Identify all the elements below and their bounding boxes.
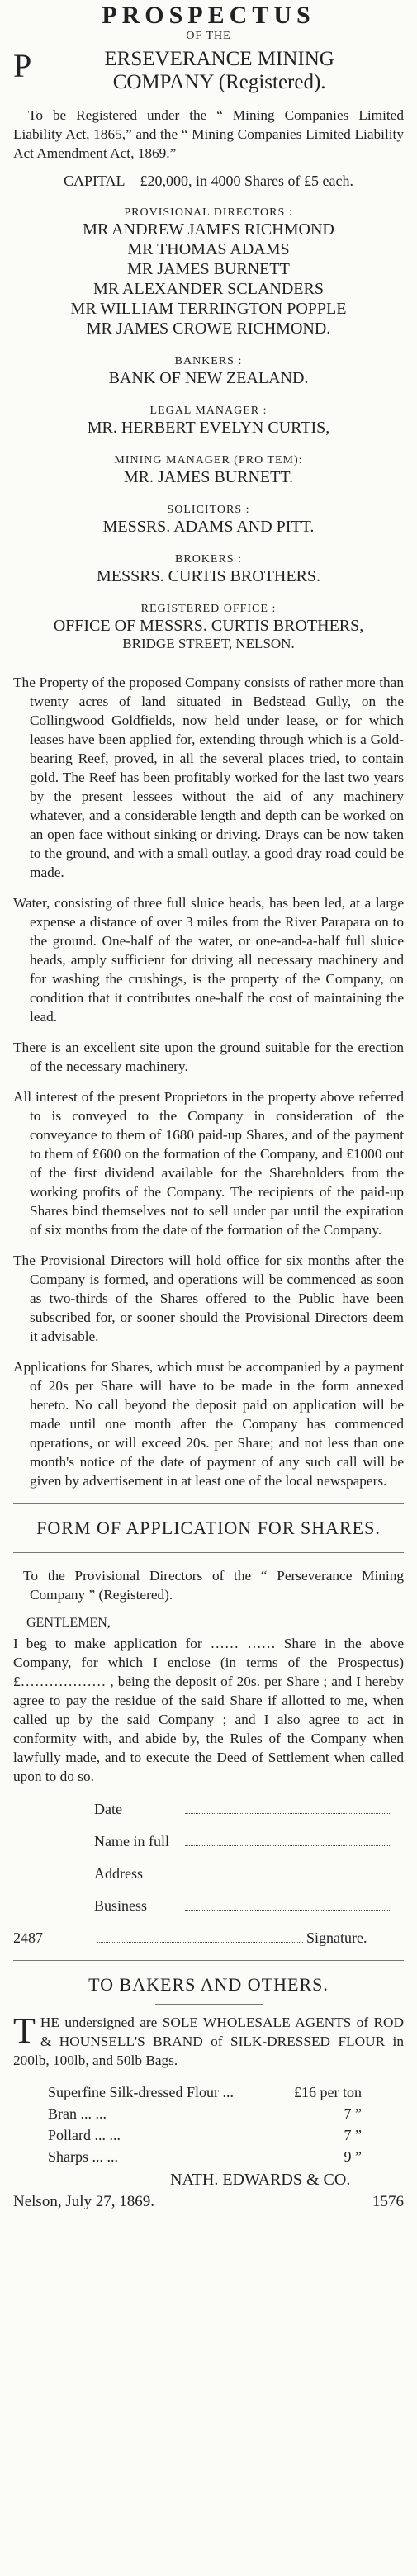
name-field[interactable] [185, 1845, 391, 1846]
price-item: Sharps ... ... [48, 2148, 118, 2165]
office-name: OFFICE OF MESSRS. CURTIS BROTHERS, [53, 617, 364, 635]
director-name: MR ALEXANDER SCLANDERS [93, 280, 324, 298]
director-name: MR ANDREW JAMES RICHMOND [83, 220, 334, 239]
paragraph-interest: All interest of the present Proprietors in the property above referred to is conveyed to the Company in consideration of the conveyance to them of 1680 paid-up Shares, and of the payment to them of £600 on the formation of the Company, and £1000 out of the first dividend available for the Shareholders from the working profits of the Company. The recipients of the paid-up Shares bind themselves not to sell under par until the expiration of six months from the date of the formation of the Company. [13, 1089, 404, 1238]
form-field-business [13, 1897, 404, 1915]
field-label: Address [94, 1865, 143, 1882]
legal-manager-heading: LEGAL MANAGER : [149, 405, 268, 417]
divider [13, 1960, 404, 1961]
price-row [48, 2124, 404, 2146]
paragraph-water: Water, consisting of three full sluice heads, has been led, at a large expense a distance of over 3 miles from the River Parapara on to the ground. One-half of the water, or one-and-a-half full sluice heads, amply sufficient for driving all necessary machinery and for washing the crushings, is the property of the Company, on condition that it contributes one-half the cost of maintaining the lead. [13, 895, 404, 1025]
advert-ref-number: 1576 [372, 2193, 404, 2210]
mining-manager-heading: MINING MANAGER (PRO TEM): [114, 454, 303, 466]
solicitors-heading: SOLICITORS : [167, 504, 250, 516]
office-street: BRIDGE STREET, NELSON. [122, 636, 295, 651]
company-name-line2: COMPANY (Registered). [112, 71, 326, 93]
price-value: 7 ” [344, 2105, 362, 2122]
bakers-footer [13, 2193, 404, 2211]
price-item: Bran ... ... [48, 2105, 107, 2122]
solicitors-name: MESSRS. ADAMS AND PITT. [102, 518, 315, 536]
price-value: 7 ” [344, 2127, 362, 2143]
mining-manager-name: MR. JAMES BURNETT. [123, 468, 294, 486]
director-name: MR JAMES CROWE RICHMOND. [86, 320, 331, 338]
application-body: I beg to make application for …… …… Share in the above Company, for which I enclose (in terms of the Prospectus) £……………… , being the deposit of 20s. per Share ; and I hereby agree to pay the residue of the said Share if allotted to me, when called up by the said Company ; and I also agree to act in conformity with, and abide by, the Rules of the Company when lawfully made, and to execute the Deed of Settlement when called upon to do so. [13, 1636, 404, 1784]
dateline: Nelson, July 27, 1869. [13, 2193, 154, 2210]
price-row [48, 2146, 404, 2167]
price-value: 9 ” [344, 2148, 362, 2165]
brokers-name: MESSRS. CURTIS BROTHERS. [96, 567, 321, 585]
field-label: Name in full [94, 1833, 169, 1849]
bakers-drop-cap: T [13, 2010, 36, 2051]
divider [13, 1552, 404, 1553]
bankers-heading: BANKERS : [174, 355, 243, 367]
price-list [13, 2081, 404, 2167]
bakers-signoff: NATH. EDWARDS & CO. [170, 2171, 351, 2189]
field-label: Date [94, 1801, 122, 1817]
price-item: Pollard ... ... [48, 2127, 121, 2143]
paragraph-applications: Applications for Shares, which must be accompanied by a payment of 20s per Share will have to be made in the form annexed hereto. No call beyond the deposit paid on application will be made until one month after the Company has commenced operations, or will exceed 20s. per Share; and not less than one month's notice of the date of payment of any such call will be given by advertisement in at least one of the local newspapers. [13, 1359, 404, 1489]
directors-heading: PROVISIONAL DIRECTORS : [124, 206, 293, 219]
company-drop-cap: P [13, 47, 32, 84]
prospectus-title: PROSPECTUS [102, 2, 315, 29]
company-name [13, 48, 404, 94]
paragraph-property: The Property of the proposed Company consists of rather more than twenty acres of land situated in Bedstead Gully, on the Collingwood Goldfields, now held under lease, or for which leases have been applied for, extending through which is a Gold-bearing Reef, proved, in all the several places tried, to contain gold. The Reef has been profitably worked for the last two years by the present lessees without the aid of any machinery whatever, and a considerable length and depth can be worked on an open face without sinking or driving. Drays can be now taken to the ground, and with a small outlay, a good dray road could be made. [13, 675, 404, 880]
price-item: Superfine Silk-dressed Flour ... [48, 2084, 234, 2100]
signature-label: Signature. [306, 1930, 367, 1946]
business-field[interactable] [185, 1910, 391, 1911]
application-fields [13, 1801, 404, 1915]
director-name: MR THOMAS ADAMS [127, 240, 290, 258]
company-name-line1: ERSEVERANCE MINING [104, 48, 334, 70]
bakers-title: TO BAKERS AND OTHERS. [88, 1974, 329, 1995]
director-name: MR WILLIAM TERRINGTON POPPLE [70, 300, 347, 318]
form-field-date [13, 1801, 404, 1818]
divider [155, 2004, 263, 2005]
date-field[interactable] [185, 1813, 391, 1814]
form-field-name [13, 1833, 404, 1850]
brokers-heading: BROKERS : [175, 553, 242, 566]
price-row [48, 2081, 404, 2103]
registration-act: To be Registered under the “ Mining Companies Limited Liability Act, 1865,” and the “ Mining Companies Limited Liability Act Amendment Act, 1869.” [13, 107, 404, 161]
paragraph-site: There is an excellent site upon the ground suitable for the erection of the necessary machinery. [13, 1039, 404, 1074]
signature-row [13, 1930, 404, 1947]
bakers-text: HE undersigned are SOLE WHOLESALE AGENTS of ROD & HOUNSELL'S BRAND of SILK-DRESSED FLOUR in 200lb, 100lb, and 50lb Bags. [13, 2015, 404, 2068]
paragraph-directors: The Provisional Directors will hold office for six months after the Company is formed, and operations will be commenced as soon as two-thirds of the Shares offered to the Public have been subscribed for, or sooner should the Provisional Directors deem it advisable. [13, 1252, 404, 1344]
bankers-name: BANK OF NEW ZEALAND. [108, 369, 309, 387]
capital-line: CAPITAL—£20,000, in 4000 Shares of £5 each. [63, 173, 353, 189]
price-value: £16 per ton [294, 2084, 362, 2100]
directors-list [13, 220, 404, 339]
legal-manager-name: MR. HERBERT EVELYN CURTIS, [87, 419, 330, 437]
advert-ref-number: 2487 [13, 1930, 43, 1946]
application-form-title: FORM OF APPLICATION FOR SHARES. [36, 1518, 381, 1538]
field-label: Business [94, 1897, 148, 1914]
newspaper-column [0, 2, 417, 2576]
prospectus-body [13, 673, 404, 1490]
office-heading: REGISTERED OFFICE : [140, 603, 277, 615]
divider [13, 1503, 404, 1504]
price-row [48, 2103, 404, 2124]
director-name: MR JAMES BURNETT [127, 260, 290, 278]
salutation: GENTLEMEN, [26, 1616, 111, 1630]
of-the-label: OF THE [186, 30, 231, 42]
form-field-address [13, 1865, 404, 1882]
bakers-notice [13, 2010, 404, 2070]
signature-field[interactable] [97, 1942, 303, 1943]
application-addressee: To the Provisional Directors of the “ Perseverance Mining Company ” (Registered). [23, 1568, 404, 1603]
